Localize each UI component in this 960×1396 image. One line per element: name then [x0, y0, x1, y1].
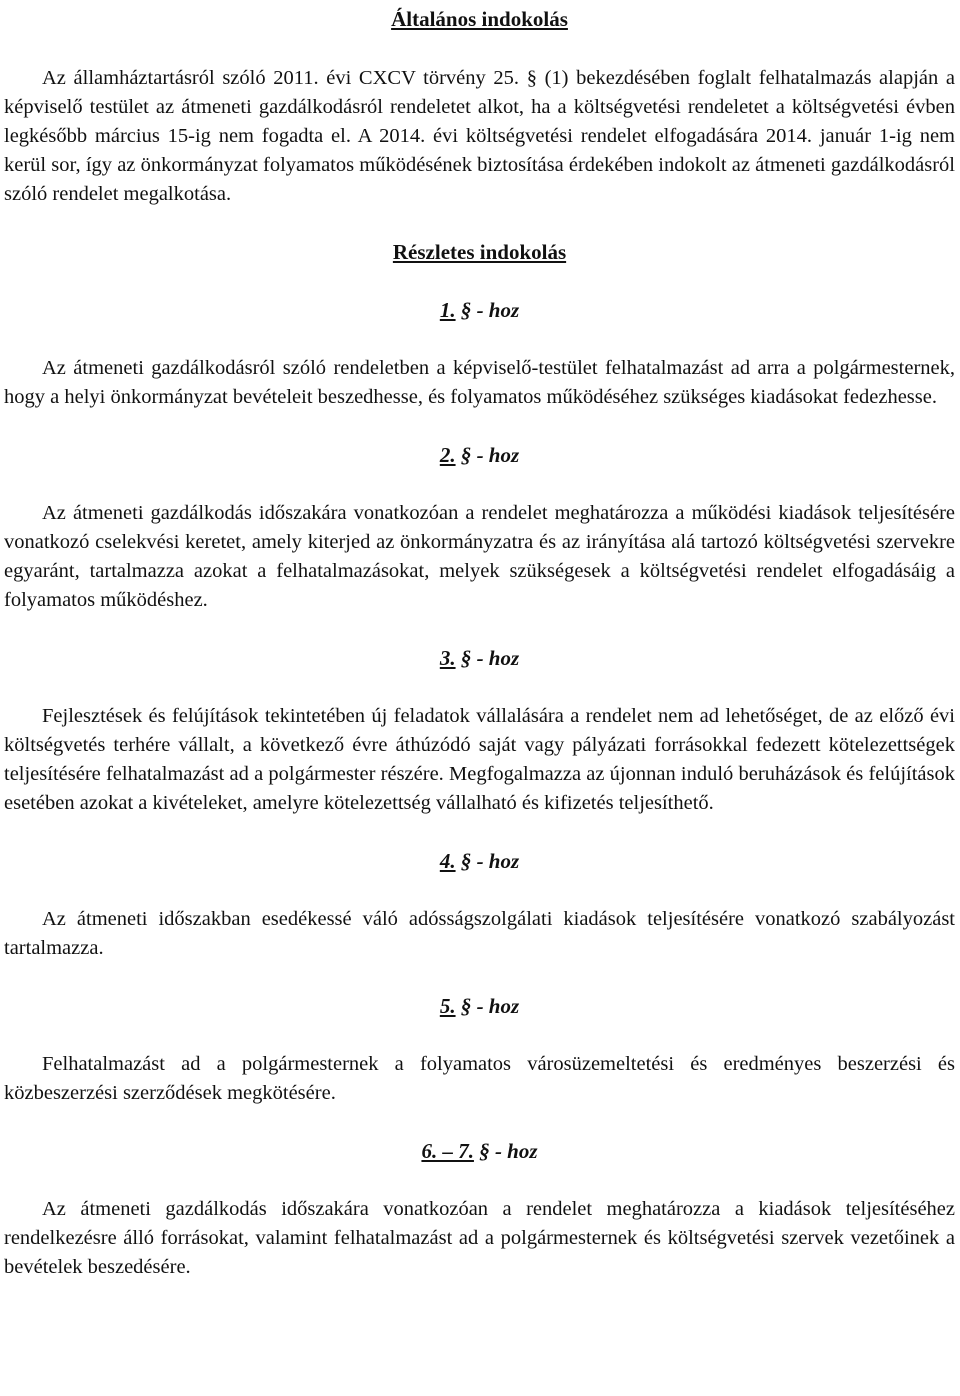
section-number: 1. — [439, 298, 456, 322]
section-suffix: § - hoz — [460, 443, 520, 467]
section-number: 6. – 7. — [421, 1139, 474, 1163]
section-heading-6-7 — [4, 1137, 955, 1166]
section-number: 5. — [439, 994, 456, 1018]
section-number: 2. — [439, 443, 456, 467]
detailed-justification-title: Részletes indokolás — [392, 240, 567, 264]
section-suffix: § - hoz — [460, 849, 520, 873]
section-heading-5 — [4, 992, 955, 1021]
section-heading-3 — [4, 644, 955, 673]
section-heading-1 — [4, 296, 955, 325]
section-suffix: § - hoz — [460, 646, 520, 670]
section-suffix: § - hoz — [479, 1139, 538, 1163]
section-number: 4. — [439, 849, 456, 873]
section-heading-2 — [4, 441, 955, 470]
section-text-1: Az átmeneti gazdálkodásról szóló rendeletben a képviselő-testület felhatalmazást ad arra a polgármesternek, hogy a helyi önkormányzat bevételeit beszedhesse, és folyamatos működéséhez szükséges kiadásokat fedezhesse. — [4, 357, 955, 408]
general-justification-title: Általános indokolás — [391, 7, 568, 31]
section-text-6-7: Az átmeneti gazdálkodás időszakára vonatkozóan a rendelet meghatározza a kiadások teljesítéséhez rendelkezésre álló forrásokat, valamint felhatalmazást ad a polgármesternek és költségvetési szervek vezetőinek a bevételek beszedésére. — [4, 1198, 955, 1278]
section-text-4: Az átmeneti időszakban esedékessé váló adósságszolgálati kiadások teljesítésére vonatkozó szabályozást tartalmazza. — [4, 908, 955, 959]
section-suffix: § - hoz — [460, 994, 520, 1018]
section-suffix: § - hoz — [460, 298, 520, 322]
general-justification-text: Az államháztartásról szóló 2011. évi CXCV törvény 25. § (1) bekezdésében foglalt felhatalmazás alapján a képviselő testület az átmeneti gazdálkodásról rendeletet alkot, ha a költségvetési rendeletet a költségvetési évben legkésőbb március 15-ig nem fogadta el. A 2014. évi költségvetési rendelet elfogadására 2014. január 1-ig nem kerül sor, így az önkormányzat folyamatos működésének biztosítása érdekében indokolt az átmeneti gazdálkodásról szóló rendelet megalkotása. — [4, 67, 955, 205]
section-number: 3. — [439, 646, 456, 670]
section-heading-4 — [4, 847, 955, 876]
section-text-5: Felhatalmazást ad a polgármesternek a folyamatos városüzemeltetési és eredményes beszerzési és közbeszerzési szerződések megkötésére. — [4, 1053, 955, 1104]
section-text-3: Fejlesztések és felújítások tekintetében új feladatok vállalására a rendelet nem ad lehetőséget, de az előző évi költségvetés terhére vállalt, a következő évre áthúzódó saját vagy pályázati forrásokkal fedezett kötelezettségek teljesítésére felhatalmazást ad a polgármester részére. Megfogalmazza az újonnan induló beruházások és felújítások esetében azokat a kivételeket, amelyre kötelezettség vállalható és kifizetés teljesíthető. — [4, 705, 955, 814]
section-text-2: Az átmeneti gazdálkodás időszakára vonatkozóan a rendelet meghatározza a működési kiadások teljesítésére vonatkozó cselekvési keretet, amely kiterjed az önkormányzatra és az irányítása alá tartozó költségvetési szervekre egyaránt, tartalmazza azokat a felhatalmazásokat, melyek szükségesek a költségvetési rendelet elfogadásáig a folyamatos működéshez. — [4, 502, 955, 611]
